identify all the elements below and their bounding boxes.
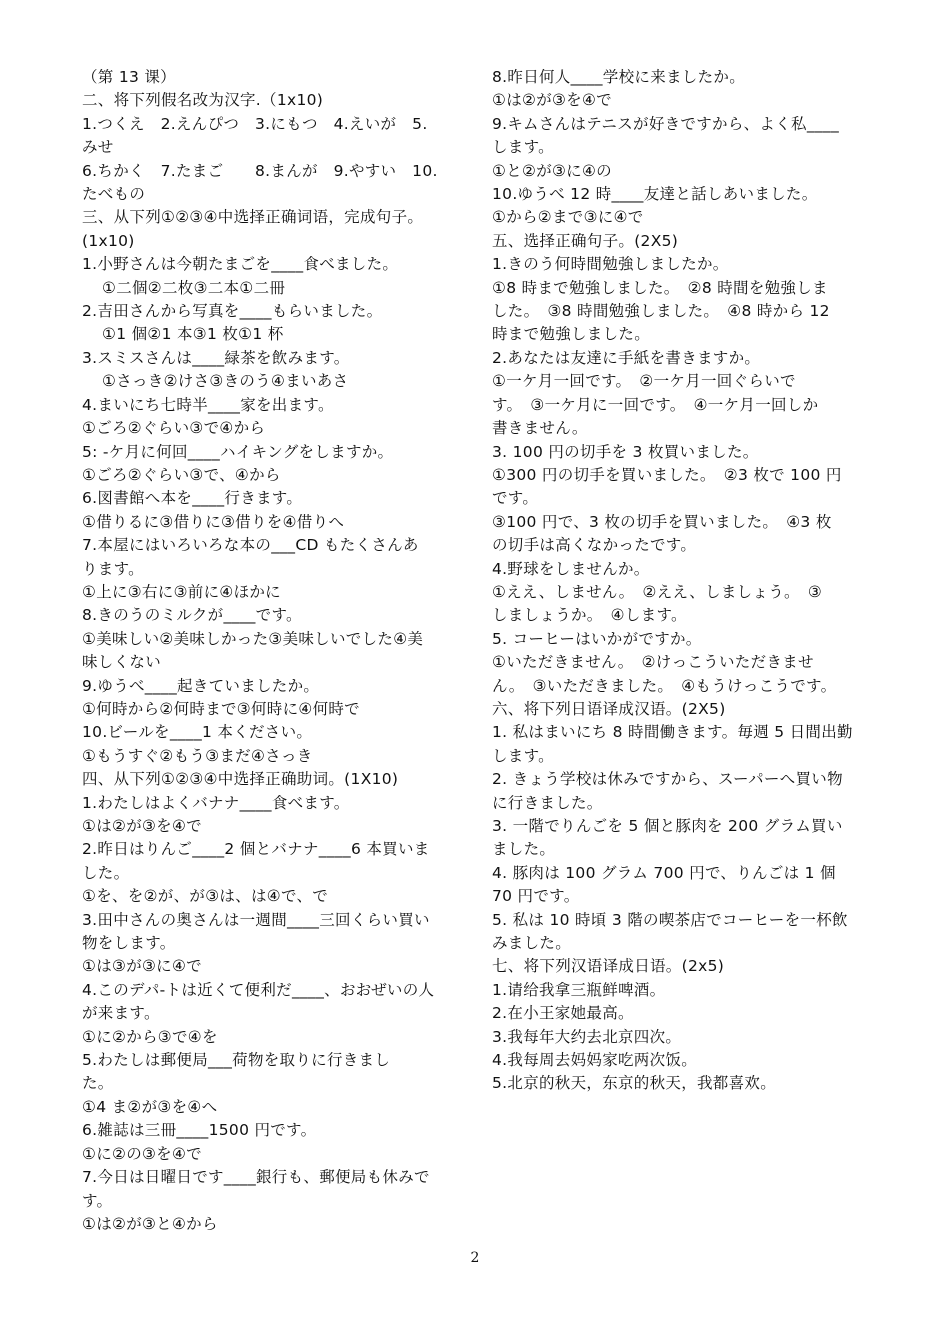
- text-line: 7.本屋にはいろいろな本の___CD もたくさんあ: [82, 536, 419, 555]
- text-line: ①から②まで③に④で: [492, 208, 644, 227]
- text-line: 1.わたしはよくバナナ____食べます。: [82, 793, 350, 812]
- text-line: した。: [82, 863, 130, 882]
- text-line: ①いただきません。 ②けっこういただきませ: [492, 653, 814, 672]
- text-line: す。: [82, 1191, 113, 1210]
- text-line: ①二個②二枚③二本①二冊: [102, 278, 286, 297]
- text-line: 4.まいにち七時半____家を出ます。: [82, 395, 334, 414]
- text-line: 六、将下列日语译成汉语。(2X5): [492, 699, 726, 718]
- text-line: 五、选择正确句子。(2X5): [492, 231, 679, 250]
- text-line: ①に②の③を④で: [82, 1144, 202, 1163]
- text-line: 5.わたしは郵便局___荷物を取りに行きまし: [82, 1051, 391, 1070]
- text-line: ました。: [492, 840, 556, 859]
- text-line: ①もうすぐ②もう③まだ④さっき: [82, 746, 313, 765]
- text-line: 2.吉田さんから写真を____もらいました。: [82, 302, 383, 321]
- text-line: 物をします。: [82, 934, 176, 953]
- text-line: 1.请给我拿三瓶鲜啤酒。: [492, 980, 666, 999]
- text-line: 2.在小王家她最高。: [492, 1004, 634, 1023]
- text-line: 1.小野さんは今朝たまごを____食べました。: [82, 255, 399, 274]
- text-line: 5. コーヒーはいかがですか。: [492, 629, 702, 648]
- text-line: しましょうか。 ④します。: [492, 606, 687, 625]
- right-column: [492, 66, 870, 1096]
- text-line: 三、从下列①②③④中选择正确词语，完成句子。: [82, 208, 424, 227]
- text-line: ①ごろ②ぐらい③で、④から: [82, 465, 281, 484]
- text-line: します。: [492, 138, 554, 157]
- text-line: 時まで勉強しました。: [492, 325, 651, 344]
- text-line: 1.つくえ 2.えんぴつ 3.にもつ 4.えいが 5.: [82, 114, 428, 133]
- text-line: 四、从下列①②③④中选择正确助词。(1X10): [82, 770, 399, 789]
- text-line: ①は③が③に④で: [82, 957, 202, 976]
- text-line: 2.昨日はりんご____2 個とバナナ____6 本買いま: [82, 840, 430, 859]
- text-line: ①に②から③で④を: [82, 1027, 218, 1046]
- text-line: 6.図書館へ本を____行きます。: [82, 489, 303, 508]
- text-line: す。 ③一ケ月に一回です。 ④一ケ月一回しか: [492, 395, 819, 414]
- text-line: ります。: [82, 559, 144, 578]
- text-line: 6.ちかく 7.たまご 8.まんが 9.やすい 10.: [82, 161, 438, 180]
- text-line: 2. きょう学校は休みですから、スーパーへ買い物: [492, 770, 843, 789]
- text-line: ①4 ま②が③を④へ: [82, 1097, 218, 1116]
- text-line: 3.我每年大约去北京四次。: [492, 1027, 682, 1046]
- text-line: ①と②が③に④の: [492, 161, 612, 180]
- text-line: ①300 円の切手を買いました。 ②3 枚で 100 円: [492, 465, 842, 484]
- text-line: 10.ビールを____1 本ください。: [82, 723, 313, 742]
- text-line: ①は②が③を④で: [82, 817, 202, 835]
- text-line: 7.今日は日曜日です____銀行も、郵便局も休みで: [82, 1168, 430, 1187]
- text-line: ①上に③右に③前に④ほかに: [82, 582, 281, 601]
- text-line: ①何時から②何時まで③何時に④何時で: [82, 699, 360, 718]
- text-line: 9.キムさんはテニスが好きですから、よく私____: [492, 114, 840, 133]
- text-line: みせ: [82, 138, 114, 157]
- page-number: 2: [470, 1250, 480, 1266]
- text-line: みました。: [492, 934, 572, 953]
- text-line: ん。 ③いただきました。 ④もうけっこうです。: [492, 676, 837, 695]
- text-line: 味しくない: [82, 653, 162, 672]
- text-line: 書きません。: [492, 419, 588, 438]
- text-line: たべもの: [82, 185, 146, 204]
- text-line: 4.野球をしませんか。: [492, 559, 650, 578]
- text-line: ①8 時まで勉強しました。 ②8 時間を勉強しま: [492, 278, 828, 297]
- text-line: ①一ケ月一回です。 ②一ケ月一回ぐらいで: [492, 372, 796, 391]
- text-line: 4.我每周去妈妈家吃两次饭。: [492, 1051, 697, 1070]
- text-line: 5. 私は 10 時頃 3 階の喫茶店でコーヒーを一杯飲: [492, 910, 848, 929]
- text-line: ①さっき②けさ③きのう④まいあさ: [102, 372, 349, 391]
- text-line: ①を、を②が、が③は、は④で、で: [82, 887, 329, 906]
- text-line: ①ごろ②ぐらい③で④から: [82, 419, 266, 438]
- text-line: 9.ゆうべ____起きていましたか。: [82, 676, 320, 695]
- text-line: 8.昨日何人____学校に来ましたか。: [492, 68, 745, 86]
- text-line: 5.北京的秋天，东京的秋天，我都喜欢。: [492, 1074, 776, 1093]
- text-line: 1.きのう何時間勉強しましたか。: [492, 255, 729, 274]
- text-line: ①ええ、しません。 ②ええ、しましょう。 ③: [492, 582, 823, 601]
- text-line: ①美味しい②美味しかった③美味しいでした④美: [82, 629, 424, 648]
- text-line: が来ます。: [82, 1004, 160, 1023]
- text-line: 1. 私はまいにち 8 時間働きます。毎週 5 日間出勤: [492, 723, 853, 742]
- text-line: 3. 一階でりんごを 5 個と豚肉を 200 グラム買い: [492, 817, 843, 835]
- text-line: 4.このデパ-トは近くて便利だ____、おおぜいの人: [82, 980, 435, 999]
- text-line: 4. 豚肉は 100 グラム 700 円で、りんごは 1 個: [492, 863, 836, 882]
- text-line: 3. 100 円の切手を 3 枚買いました。: [492, 442, 759, 461]
- text-line: ①借りるに③借りに③借りを④借りへ: [82, 512, 345, 531]
- text-line: した。 ③8 時間勉強しました。 ④8 時から 12: [492, 302, 830, 321]
- text-line: た。: [82, 1074, 114, 1093]
- text-line: 70 円です。: [492, 887, 580, 906]
- text-line: 3.田中さんの奥さんは一週間____三回くらい買い: [82, 910, 430, 929]
- text-line: (1x10): [82, 231, 135, 250]
- text-line: ①1 個②1 本③1 枚①1 杯: [102, 325, 284, 344]
- text-line: 3.スミスさんは____緑茶を飲みます。: [82, 348, 350, 367]
- text-line: 二、将下列假名改为汉字.（1x10): [82, 91, 324, 110]
- text-line: 七、将下列汉语译成日语。(2x5): [492, 957, 725, 976]
- text-line: 5: -ケ月に何回____ハイキングをしますか。: [82, 442, 394, 461]
- text-line: ①は②が③を④で: [492, 91, 612, 110]
- text-line: （第 13 课）: [82, 68, 176, 86]
- text-line: ③100 円で、3 枚の切手を買いました。 ④3 枚: [492, 512, 832, 531]
- text-line: です。: [492, 489, 539, 508]
- text-line: の切手は高くなかったです。: [492, 536, 697, 555]
- left-column: [82, 66, 468, 1236]
- text-line: 8.きのうのミルクが____です。: [82, 606, 302, 625]
- text-line: 6.雑誌は三冊____1500 円です。: [82, 1121, 317, 1140]
- text-line: ①は②が③と④から: [82, 1214, 218, 1233]
- text-line: します。: [492, 746, 554, 765]
- text-line: に行きました。: [492, 793, 603, 812]
- text-line: 2.あなたは友達に手紙を書きますか。: [492, 348, 761, 367]
- text-line: 10.ゆうべ 12 時____友達と話しあいました。: [492, 185, 818, 204]
